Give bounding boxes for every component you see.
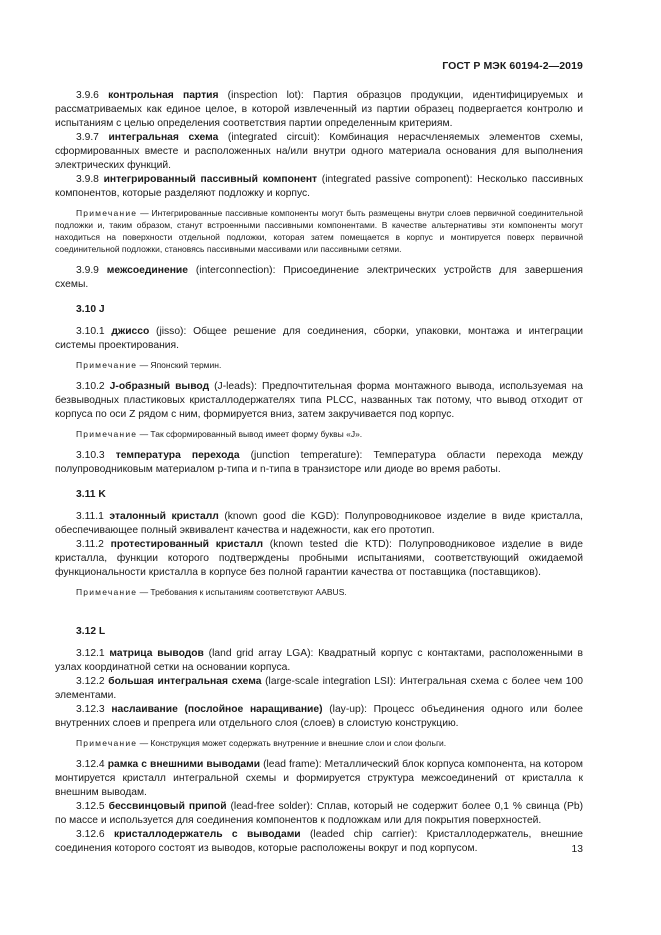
- term-definition: [55, 800, 583, 828]
- term-number: 3.12.6: [76, 829, 105, 840]
- section-heading: 3.10 J: [76, 304, 105, 315]
- term-description: (known good die KGD): Полупроводниковое изделие в виде кристалла, обеспечивающее полный эквивалент качества и надежности, как его прототип.: [55, 511, 583, 536]
- term-number: 3.12.5: [76, 801, 105, 812]
- term-name: контрольная партия: [108, 90, 219, 101]
- term-description: (lead-free solder): Сплав, который не содержит более 0,1 % свинца (Pb) по массе и используется для соединения компонентов к подложкам или для покрытия поверхностей.: [55, 801, 583, 826]
- term-definition: [55, 647, 583, 675]
- term-definition: [55, 380, 583, 422]
- document-body: [55, 89, 583, 856]
- term-description: (large-scale integration LSI): Интегральная схема с более чем 100 элементами.: [55, 676, 583, 701]
- term-definition: [55, 538, 583, 580]
- note: [55, 586, 583, 598]
- term-number: 3.12.2: [76, 676, 105, 687]
- term-number: 3.10.2: [76, 381, 105, 392]
- term-definition: [55, 173, 583, 201]
- note-label: Примечание: [76, 360, 138, 370]
- note-text: — Интегрированные пассивные компоненты могут быть размещены внутри слоев первичной соединительной подложки и, таким образом, станут встроенными пассивными компонентами. В качестве альтернативы эти компоненты могут находиться на поверхности отдельной подложки, которая затем помещается в корпус и монтируется поверх первичной соединительной подложки, становясь пассивными массивами или пассивными сетями.: [55, 208, 583, 254]
- term-name: J-образный вывод: [109, 381, 210, 392]
- note: [55, 737, 583, 749]
- note: [55, 207, 583, 255]
- term-description: (jisso): Общее решение для соединения, сборки, упаковки, монтажа и интеграции системы проектирования.: [55, 326, 583, 351]
- term-definition: [55, 264, 583, 292]
- note-label: Примечание: [76, 587, 138, 597]
- term-definition: [55, 758, 583, 800]
- term-definition: [55, 449, 583, 477]
- term-name: интегральная схема: [108, 132, 219, 143]
- term-definition: [55, 828, 583, 856]
- term-description: (land grid array LGA): Квадратный корпус с контактами, расположенными в узлах координатной сетки на основании корпуса.: [55, 648, 583, 673]
- term-number: 3.10.1: [76, 326, 105, 337]
- note-text: — Так сформированный вывод имеет форму буквы «J».: [137, 429, 363, 439]
- term-number: 3.9.8: [76, 174, 99, 185]
- term-name: наслаивание (послойное наращивание): [111, 704, 323, 715]
- term-definition: [55, 131, 583, 173]
- term-number: 3.9.9: [76, 265, 99, 276]
- term-name: температура перехода: [115, 450, 240, 461]
- term-name: межсоединение: [106, 265, 188, 276]
- term-definition: [55, 675, 583, 703]
- term-description: (inspection lot): Партия образцов продукции, идентифицируемых и рассматриваемых как единое целое, в которой извлеченный из партии образец подвергается контролю и испытаниям с целью определения соответствия партии определенным критериям.: [55, 90, 584, 129]
- term-name: большая интегральная схема: [108, 676, 262, 687]
- term-definition: [55, 325, 583, 353]
- term-definition: [55, 703, 583, 731]
- term-number: 3.9.7: [76, 132, 99, 143]
- term-number: 3.9.6: [76, 90, 99, 101]
- term-number: 3.11.2: [76, 539, 104, 550]
- note-text: — Требования к испытаниям соответствуют AABUS.: [137, 587, 347, 597]
- term-name: джиссо: [111, 326, 150, 337]
- term-definition: [55, 89, 583, 131]
- term-description: (junction temperature): Температура области перехода между полупроводниковым материалом p-типа и n-типа в транзисторе или диоде во время работы.: [55, 450, 583, 475]
- section-heading: 3.11 K: [76, 489, 106, 500]
- term-description: (integrated circuit): Комбинация нерасчленяемых элементов схемы, сформированных вместе и расположенных на/или внутри одного материала основания для выполнения электрических функций.: [55, 132, 583, 171]
- term-name: кристаллодержатель с выводами: [113, 829, 301, 840]
- note-text: — Японский термин.: [137, 360, 222, 370]
- note-text: — Конструкция может содержать внутренние и внешние слои и слои фольги.: [137, 738, 447, 748]
- term-number: 3.12.1: [76, 648, 105, 659]
- term-name: эталонный кристалл: [109, 511, 219, 522]
- term-name: протестированный кристалл: [110, 539, 264, 550]
- term-definition: [55, 510, 583, 538]
- term-name: рамка с внешними выводами: [107, 759, 261, 770]
- standard-header: ГОСТ Р МЭК 60194-2—2019: [442, 60, 583, 72]
- term-number: 3.11.1: [76, 511, 104, 522]
- note-label: Примечание: [76, 429, 138, 439]
- note-label: Примечание: [76, 738, 138, 748]
- term-name: бессвинцовый припой: [108, 801, 227, 812]
- term-number: 3.10.3: [76, 450, 105, 461]
- term-description: (leaded chip carrier): Кристаллодержатель, внешние соединения которого состоят из выводов, которые расположены вокруг и под корпусом.: [55, 829, 583, 854]
- note-label: Примечание: [76, 208, 138, 218]
- term-description: (J-leads): Предпочтительная форма монтажного вывода, используемая на безвыводных пластиковых кристаллодержателях типа PLCC, названных так потому, что вывод отходит от корпуса по оси Z рядом с ним, формируется вниз, затем закручивается под корпус.: [55, 381, 583, 420]
- term-name: матрица выводов: [109, 648, 204, 659]
- term-name: интегрированный пассивный компонент: [103, 174, 318, 185]
- term-description: (lay-up): Процесс объединения одного или более внутренних слоев и препрега или отдельного слоя (слоев) в слоистую конструкцию.: [55, 704, 583, 729]
- term-description: (known tested die KTD): Полупроводниковое изделие в виде кристалла, функции которого подтверждены пробными испытаниями, соответствующий ожидаемой функциональности кристалла в корпусе без полной гарантии качества от поставщика (поставщиков).: [55, 539, 583, 578]
- term-number: 3.12.4: [76, 759, 105, 770]
- term-description: (integrated passive component): Несколько пассивных компонентов, которые разделяют подложку и корпус.: [55, 174, 584, 199]
- term-description: (lead frame): Металлический блок корпуса компонента, на котором монтируется кристалл интегральной схемы и формируется структура межсоединений от кристалла к внешним выводам.: [55, 759, 583, 798]
- term-number: 3.12.3: [76, 704, 105, 715]
- page-number: 13: [571, 844, 583, 855]
- note: [55, 359, 583, 371]
- spacer: [55, 607, 583, 614]
- term-description: (interconnection): Присоединение электрических устройств для завершения схемы.: [55, 265, 583, 290]
- note: [55, 428, 583, 440]
- section-heading: 3.12 L: [76, 626, 106, 637]
